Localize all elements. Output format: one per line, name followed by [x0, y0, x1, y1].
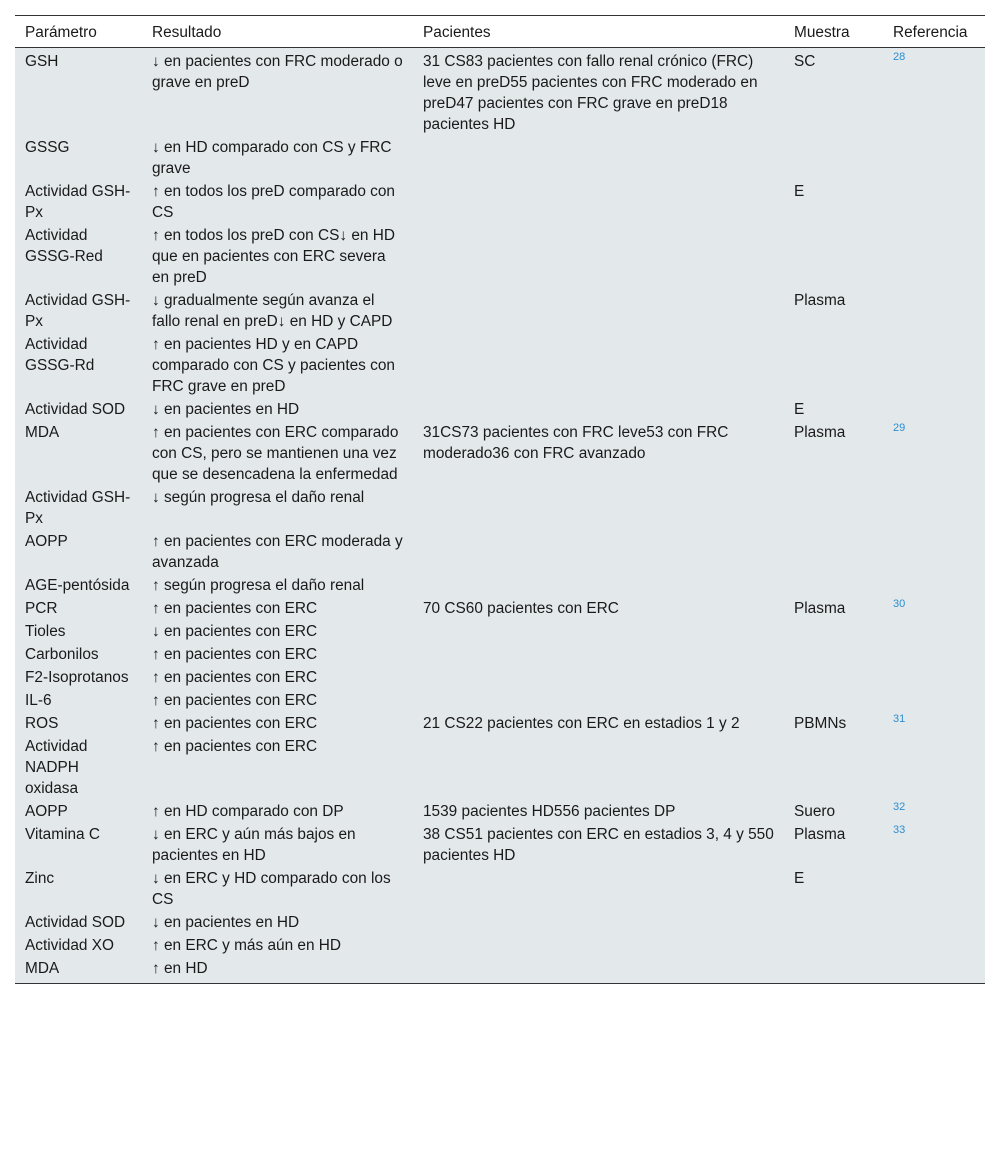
- cell-parametro: AOPP: [15, 800, 142, 823]
- cell-muestra: [784, 911, 883, 934]
- table-row: [15, 911, 985, 934]
- table-row: [15, 689, 985, 712]
- cell-parametro: Carbonilos: [15, 643, 142, 666]
- table-row: [15, 666, 985, 689]
- cell-resultado: ↓ en ERC y aún más bajos en pacientes en HD: [142, 823, 413, 867]
- cell-referencia: [883, 957, 985, 984]
- table-row: [15, 421, 985, 486]
- cell-parametro: GSH: [15, 48, 142, 137]
- cell-referencia: [883, 867, 985, 911]
- cell-resultado: ↓ en pacientes con FRC moderado o grave en preD: [142, 48, 413, 137]
- cell-parametro: Actividad GSH-Px: [15, 486, 142, 530]
- cell-resultado: ↓ según progresa el daño renal: [142, 486, 413, 530]
- table-row: [15, 800, 985, 823]
- cell-parametro: F2-Isoprotanos: [15, 666, 142, 689]
- table-row: [15, 136, 985, 180]
- cell-parametro: GSSG: [15, 136, 142, 180]
- cell-pacientes: [413, 620, 784, 643]
- cell-parametro: Actividad GSH-Px: [15, 289, 142, 333]
- table-row: [15, 620, 985, 643]
- cell-referencia: [883, 574, 985, 597]
- table-header-row: [15, 16, 985, 48]
- cell-muestra: [784, 643, 883, 666]
- cell-parametro: AGE-pentósida: [15, 574, 142, 597]
- cell-pacientes: [413, 689, 784, 712]
- cell-parametro: Actividad GSSG-Red: [15, 224, 142, 289]
- cell-muestra: [784, 620, 883, 643]
- cell-parametro: Actividad GSH-Px: [15, 180, 142, 224]
- cell-pacientes: 38 CS51 pacientes con ERC en estadios 3, 4 y 550 pacientes HD: [413, 823, 784, 867]
- table-row: [15, 597, 985, 620]
- cell-resultado: ↑ en HD comparado con DP: [142, 800, 413, 823]
- table-row: [15, 712, 985, 735]
- cell-parametro: Vitamina C: [15, 823, 142, 867]
- cell-parametro: Actividad GSSG-Rd: [15, 333, 142, 398]
- cell-pacientes: [413, 911, 784, 934]
- cell-pacientes: [413, 289, 784, 333]
- cell-referencia: [883, 180, 985, 224]
- cell-pacientes: 70 CS60 pacientes con ERC: [413, 597, 784, 620]
- cell-resultado: ↑ en pacientes con ERC: [142, 666, 413, 689]
- cell-pacientes: [413, 136, 784, 180]
- header-pacientes: Pacientes: [413, 16, 784, 48]
- table-row: [15, 735, 985, 800]
- cell-referencia: [883, 911, 985, 934]
- cell-parametro: Zinc: [15, 867, 142, 911]
- cell-pacientes: [413, 957, 784, 984]
- cell-resultado: ↑ en pacientes HD y en CAPD comparado con CS y pacientes con FRC grave en preD: [142, 333, 413, 398]
- cell-muestra: E: [784, 180, 883, 224]
- table-row: [15, 486, 985, 530]
- cell-resultado: ↑ según progresa el daño renal: [142, 574, 413, 597]
- cell-muestra: Plasma: [784, 823, 883, 867]
- header-resultado: Resultado: [142, 16, 413, 48]
- cell-pacientes: [413, 333, 784, 398]
- cell-pacientes: 31 CS83 pacientes con fallo renal crónico (FRC) leve en preD55 pacientes con FRC moderado en preD47 pacientes con FRC grave en preD18 pacientes HD: [413, 48, 784, 137]
- table-row: [15, 398, 985, 421]
- reference-link[interactable]: 31: [893, 713, 906, 725]
- cell-resultado: ↓ en ERC y HD comparado con los CS: [142, 867, 413, 911]
- cell-muestra: SC: [784, 48, 883, 137]
- cell-resultado: ↑ en HD: [142, 957, 413, 984]
- cell-pacientes: [413, 934, 784, 957]
- cell-pacientes: [413, 867, 784, 911]
- cell-muestra: [784, 574, 883, 597]
- cell-resultado: ↑ en pacientes con ERC: [142, 712, 413, 735]
- table-row: [15, 934, 985, 957]
- table-row: [15, 823, 985, 867]
- table-row: [15, 957, 985, 984]
- reference-link[interactable]: 33: [893, 824, 906, 836]
- cell-referencia: [883, 486, 985, 530]
- cell-resultado: ↑ en todos los preD con CS↓ en HD que en pacientes con ERC severa en preD: [142, 224, 413, 289]
- cell-referencia: [883, 643, 985, 666]
- cell-referencia: [883, 735, 985, 800]
- cell-referencia: [883, 421, 985, 486]
- cell-pacientes: 31CS73 pacientes con FRC leve53 con FRC moderado36 con FRC avanzado: [413, 421, 784, 486]
- cell-parametro: ROS: [15, 712, 142, 735]
- cell-referencia: [883, 530, 985, 574]
- cell-parametro: Actividad SOD: [15, 398, 142, 421]
- header-parametro: Parámetro: [15, 16, 142, 48]
- cell-referencia: [883, 712, 985, 735]
- table-row: [15, 289, 985, 333]
- cell-muestra: [784, 957, 883, 984]
- cell-pacientes: [413, 398, 784, 421]
- cell-pacientes: 1539 pacientes HD556 pacientes DP: [413, 800, 784, 823]
- cell-parametro: Actividad XO: [15, 934, 142, 957]
- reference-link[interactable]: 32: [893, 801, 906, 813]
- cell-muestra: [784, 333, 883, 398]
- cell-muestra: Plasma: [784, 421, 883, 486]
- reference-link[interactable]: 29: [893, 422, 906, 434]
- cell-parametro: MDA: [15, 421, 142, 486]
- cell-pacientes: [413, 666, 784, 689]
- cell-resultado: ↑ en pacientes con ERC: [142, 597, 413, 620]
- cell-parametro: Actividad SOD: [15, 911, 142, 934]
- cell-referencia: [883, 289, 985, 333]
- cell-referencia: [883, 800, 985, 823]
- results-table-container: [15, 15, 985, 984]
- cell-pacientes: [413, 530, 784, 574]
- cell-resultado: ↓ gradualmente según avanza el fallo renal en preD↓ en HD y CAPD: [142, 289, 413, 333]
- cell-referencia: [883, 689, 985, 712]
- reference-link[interactable]: 30: [893, 598, 906, 610]
- table-row: [15, 180, 985, 224]
- cell-muestra: [784, 735, 883, 800]
- cell-referencia: [883, 666, 985, 689]
- cell-referencia: [883, 934, 985, 957]
- table-row: [15, 574, 985, 597]
- cell-resultado: ↑ en pacientes con ERC: [142, 735, 413, 800]
- cell-pacientes: [413, 224, 784, 289]
- cell-referencia: [883, 136, 985, 180]
- cell-referencia: [883, 620, 985, 643]
- cell-muestra: Suero: [784, 800, 883, 823]
- cell-resultado: ↓ en pacientes con ERC: [142, 620, 413, 643]
- cell-resultado: ↓ en HD comparado con CS y FRC grave: [142, 136, 413, 180]
- cell-muestra: [784, 486, 883, 530]
- cell-parametro: Tioles: [15, 620, 142, 643]
- cell-resultado: ↓ en pacientes en HD: [142, 398, 413, 421]
- header-referencia: Referencia: [883, 16, 985, 48]
- cell-muestra: E: [784, 398, 883, 421]
- cell-parametro: IL-6: [15, 689, 142, 712]
- cell-muestra: [784, 530, 883, 574]
- cell-muestra: [784, 224, 883, 289]
- cell-muestra: Plasma: [784, 597, 883, 620]
- cell-resultado: ↑ en pacientes con ERC: [142, 689, 413, 712]
- cell-muestra: [784, 136, 883, 180]
- cell-muestra: [784, 666, 883, 689]
- cell-muestra: [784, 689, 883, 712]
- cell-muestra: [784, 934, 883, 957]
- results-table: [15, 15, 985, 984]
- cell-pacientes: [413, 574, 784, 597]
- cell-referencia: [883, 224, 985, 289]
- cell-resultado: ↑ en todos los preD comparado con CS: [142, 180, 413, 224]
- cell-pacientes: [413, 643, 784, 666]
- reference-link[interactable]: 28: [893, 51, 906, 63]
- cell-parametro: MDA: [15, 957, 142, 984]
- cell-resultado: ↓ en pacientes en HD: [142, 911, 413, 934]
- cell-pacientes: [413, 486, 784, 530]
- cell-resultado: ↑ en ERC y más aún en HD: [142, 934, 413, 957]
- table-row: [15, 333, 985, 398]
- cell-referencia: [883, 333, 985, 398]
- cell-pacientes: [413, 735, 784, 800]
- cell-parametro: Actividad NADPH oxidasa: [15, 735, 142, 800]
- cell-resultado: ↑ en pacientes con ERC: [142, 643, 413, 666]
- table-row: [15, 643, 985, 666]
- cell-resultado: ↑ en pacientes con ERC moderada y avanzada: [142, 530, 413, 574]
- cell-parametro: PCR: [15, 597, 142, 620]
- cell-referencia: [883, 597, 985, 620]
- table-row: [15, 867, 985, 911]
- cell-resultado: ↑ en pacientes con ERC comparado con CS, pero se mantienen una vez que se desencadena la enfermedad: [142, 421, 413, 486]
- cell-pacientes: [413, 180, 784, 224]
- cell-parametro: AOPP: [15, 530, 142, 574]
- table-row: [15, 530, 985, 574]
- cell-referencia: [883, 823, 985, 867]
- table-body: [15, 48, 985, 984]
- cell-referencia: [883, 398, 985, 421]
- cell-pacientes: 21 CS22 pacientes con ERC en estadios 1 y 2: [413, 712, 784, 735]
- cell-muestra: Plasma: [784, 289, 883, 333]
- header-muestra: Muestra: [784, 16, 883, 48]
- cell-muestra: E: [784, 867, 883, 911]
- cell-muestra: PBMNs: [784, 712, 883, 735]
- table-row: [15, 48, 985, 137]
- cell-referencia: [883, 48, 985, 137]
- table-row: [15, 224, 985, 289]
